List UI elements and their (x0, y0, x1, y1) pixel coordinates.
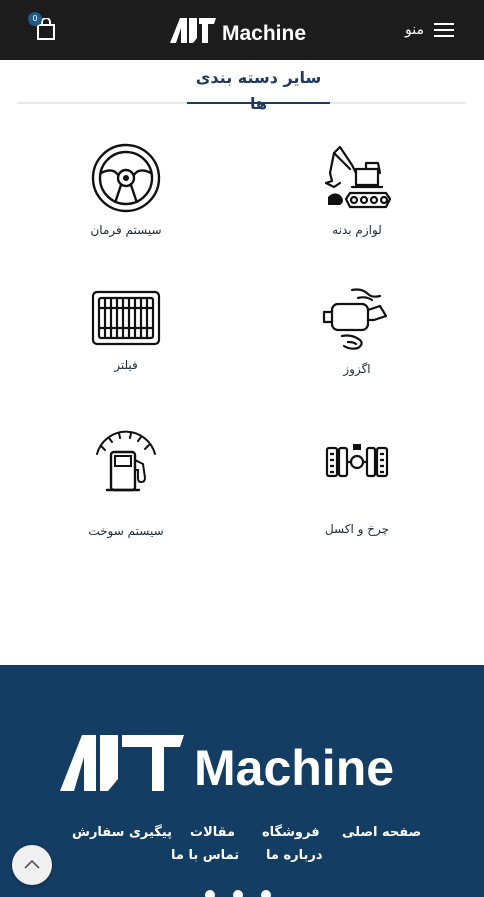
social-icon[interactable] (261, 890, 271, 897)
menu-label: منو (405, 22, 424, 38)
footer-logo-text: Machine (194, 740, 395, 793)
steering-wheel-icon (91, 143, 161, 213)
cart-button[interactable] (32, 14, 58, 42)
menu-button[interactable] (405, 17, 454, 43)
logo-text: Machine (222, 22, 307, 44)
filter-icon (91, 288, 161, 348)
category-label: سیستم سوخت (88, 524, 164, 538)
excavator-icon (322, 143, 392, 213)
category-label: سیستم فرمان (90, 223, 162, 237)
category-label: لوازم بدنه (332, 223, 382, 237)
category-filter[interactable] (46, 288, 206, 372)
category-label: فیلتر (114, 358, 138, 372)
site-logo[interactable] (170, 16, 315, 44)
footer-link-articles[interactable]: مقالات (190, 825, 236, 840)
footer-link-home[interactable]: صفحه اصلی (342, 825, 422, 840)
fuel-pump-icon (91, 426, 161, 496)
footer-link-contact[interactable]: تماس با ما (171, 848, 240, 863)
category-steering-system[interactable] (46, 143, 206, 237)
hamburger-icon (434, 22, 454, 38)
chevron-up-icon (24, 859, 40, 869)
footer-link-order-tracking[interactable]: پیگیری سفارش (72, 825, 173, 840)
social-links (205, 890, 271, 897)
category-label: چرخ و اکسل (324, 522, 390, 536)
social-icon[interactable] (233, 890, 243, 897)
social-icon[interactable] (205, 890, 215, 897)
site-footer (0, 665, 484, 897)
site-header (0, 0, 484, 60)
section-header (17, 60, 466, 113)
exhaust-icon (322, 288, 392, 352)
category-body-parts[interactable] (277, 143, 437, 237)
scroll-to-top-button[interactable] (12, 845, 52, 885)
section-title: سایر دسته بندی ها (187, 65, 330, 104)
footer-link-about[interactable]: درباره ما (266, 848, 323, 863)
category-label: اگزوز (343, 362, 371, 376)
category-fuel-system[interactable] (46, 426, 206, 538)
category-exhaust[interactable] (277, 288, 437, 376)
category-wheel-axle[interactable] (277, 442, 437, 536)
footer-link-shop[interactable]: فروشگاه (262, 825, 320, 840)
axle-icon (325, 442, 389, 482)
cart-count-badge: 0 (28, 12, 42, 26)
footer-logo[interactable] (60, 731, 424, 793)
